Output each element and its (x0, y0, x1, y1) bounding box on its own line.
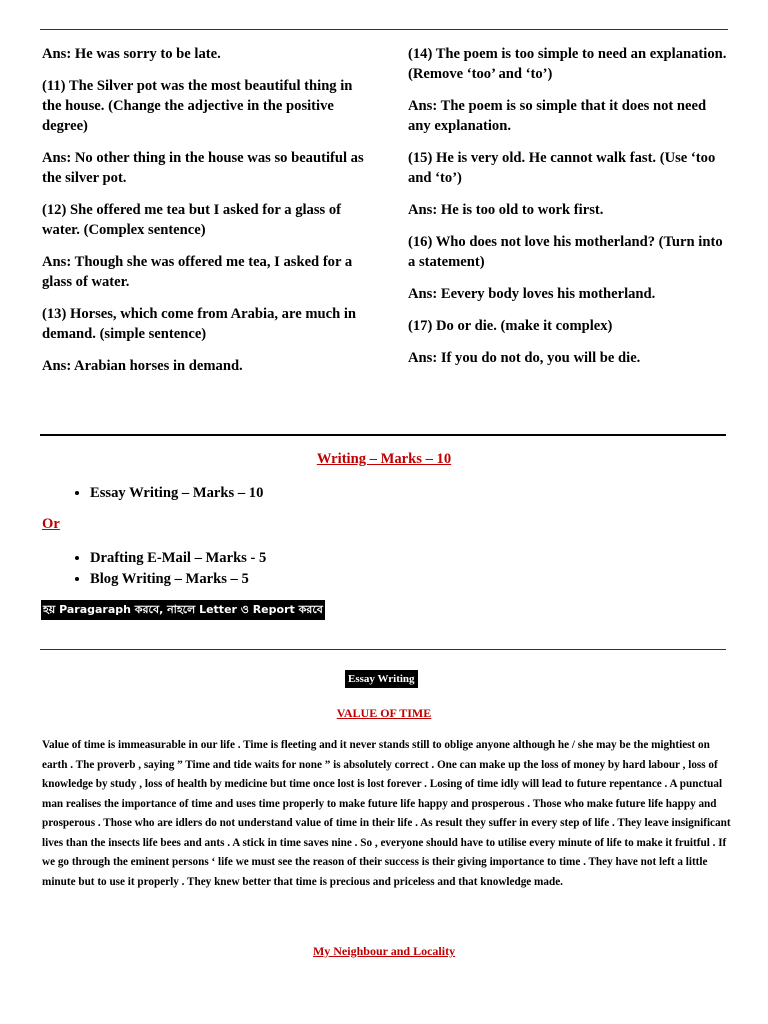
bengali-note-bar: হয় Paragaraph করবে, নাহলে Letter ও Report করবে (41, 600, 325, 620)
next-essay-title: My Neighbour and Locality (312, 944, 456, 958)
list-item: • Blog Writing – Marks – 5 (90, 569, 266, 590)
essay-title: VALUE OF TIME (336, 706, 432, 720)
qa-line: Ans: He was sorry to be late. (42, 46, 221, 62)
qa-line: (17) Do or die. (make it complex) (408, 318, 613, 334)
writing-list-2 (42, 548, 266, 590)
qa-line: Ans: Though she was offered me tea, I asked for a glass of water. (42, 254, 353, 290)
essay-tag: Essay Writing (345, 670, 418, 688)
or-label: Or (42, 516, 60, 532)
qa-line: Ans: No other thing in the house was so beautiful as the silver pot. (42, 150, 364, 186)
section-rule (40, 434, 726, 436)
qa-line: (14) The poem is too simple to need an explanation. (Remove ‘too’ and ‘to’) (408, 46, 727, 82)
qa-line: (15) He is very old. He cannot walk fast. (Use ‘too and ‘to’) (408, 150, 716, 186)
qa-line: (16) Who does not love his motherland? (Turn into a statement) (408, 234, 723, 270)
qa-line: (12) She offered me tea but I asked for a glass of water. (Complex sentence) (42, 202, 342, 238)
writing-list-1 (42, 483, 263, 504)
qa-line: Ans: The poem is so simple that it does not need any explanation. (408, 98, 707, 134)
qa-line: Ans: Eevery body loves his motherland. (408, 286, 656, 302)
qa-line: (11) The Silver pot was the most beautiful thing in the house. (Change the adjective in the positive degree) (42, 78, 353, 134)
section-rule-2 (40, 649, 726, 650)
qa-line: (13) Horses, which come from Arabia, are much in demand. (simple sentence) (42, 306, 357, 342)
list-item: • Drafting E-Mail – Marks - 5 (90, 548, 266, 569)
essay-body: Value of time is immeasurable in our life . Time is fleeting and it never stands still to oblige anyone although he / she may be the mightiest on earth . The proverb , saying ” Time and tide waits for none ” is absolutely correct . One can make up the loss of money by hard labour , loss of knowledge by study , loss of health by medicine but time once lost is lost forever . Losing of time idly will lead to future repentance . A punctual man realises the importance of time and uses time properly to make future life happy and prosperous . Those who make future life happy and prosperous . Those who are idlers do not understand value of time in their life . As result they suffer in every step of life . They leave insignificant lives than the insects life bees and ants . A stick in time saves nine . So , everyone should have to utilise every minute of life to make it fruitful . If we go through the eminent persons ‘ life we must see the reason of their success is their giving importance to time . They have not left a little minute but to use it properly . They knew better that time is precious and priceless and that knowledge made. (42, 739, 731, 888)
writing-heading: Writing – Marks – 10 (316, 451, 452, 467)
qa-line: Ans: He is too old to work first. (408, 202, 604, 218)
qa-line: Ans: If you do not do, you will be die. (408, 350, 641, 366)
qa-line: Ans: Arabian horses in demand. (42, 358, 243, 374)
list-item: • Essay Writing – Marks – 10 (90, 483, 263, 504)
left-column (42, 44, 372, 388)
right-column (408, 44, 732, 380)
top-rule (40, 29, 728, 30)
